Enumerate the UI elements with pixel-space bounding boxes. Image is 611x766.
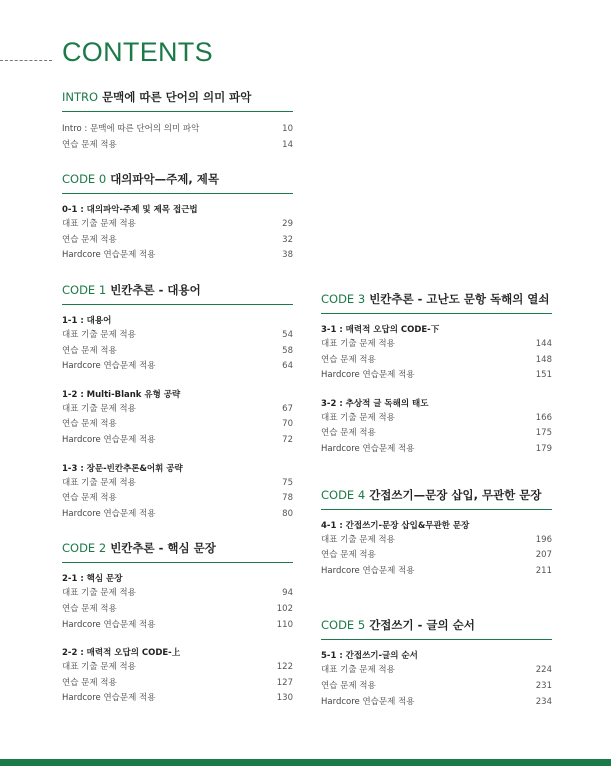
toc-entry	[321, 533, 552, 549]
group-subtitle: 4-1 : 간접쓰기-문장 삽입&무관한 문장	[321, 520, 470, 531]
entry-page: 58	[282, 345, 293, 356]
toc-entry	[62, 417, 293, 433]
toc-entry	[321, 368, 552, 384]
entry-label: Hardcore 연습문제 적용	[62, 361, 156, 372]
entry-label: 연습 문제 적용	[62, 493, 117, 504]
toc-group	[321, 650, 552, 710]
entry-page: 94	[282, 588, 293, 599]
entry-label: Hardcore 연습문제 적용	[321, 696, 415, 707]
toc-section	[62, 281, 293, 522]
entry-label: 대표 기출 문제 적용	[321, 534, 395, 545]
section-title: 대의파악—주제, 제목	[110, 172, 219, 187]
entry-label: Hardcore 연습문제 적용	[62, 508, 156, 519]
entry-label: 연습 문제 적용	[62, 139, 117, 150]
entry-label: Intro : 문맥에 따른 단어의 의미 파악	[62, 124, 200, 134]
toc-column-right	[321, 290, 552, 727]
toc-entry	[321, 564, 552, 580]
toc-entry	[62, 618, 293, 634]
dashed-rule	[0, 60, 52, 61]
entry-page: 10	[282, 124, 293, 134]
toc-section	[62, 539, 293, 707]
entry-page: 148	[535, 354, 552, 365]
entry-page: 70	[282, 419, 293, 430]
entry-label: Hardcore 연습문제 적용	[321, 443, 415, 454]
entry-page: 67	[282, 403, 293, 414]
section-heading	[62, 539, 293, 563]
section-title: 간접쓰기 - 글의 순서	[369, 618, 475, 633]
section-title: 빈칸추론 - 대용어	[110, 282, 201, 297]
toc-group	[321, 324, 552, 384]
toc-entry	[62, 138, 293, 154]
toc-section	[321, 616, 552, 710]
section-code: CODE 1	[62, 282, 107, 297]
section-code: INTRO	[62, 90, 99, 104]
toc-group	[62, 389, 293, 449]
group-subtitle: 1-3 : 장문-빈칸추론&어휘 공략	[62, 463, 183, 474]
entry-label: 대표 기출 문제 적용	[62, 477, 136, 488]
section-code: CODE 2	[62, 541, 107, 556]
group-subtitle: 1-1 : 대용어	[62, 315, 112, 326]
entry-page: 151	[535, 370, 552, 381]
entry-label: Hardcore 연습문제 적용	[62, 250, 156, 261]
section-heading	[62, 88, 293, 112]
section-title: 문맥에 따른 단어의 의미 파악	[102, 90, 252, 104]
section-title: 간접쓰기—문장 삽입, 무관한 문장	[369, 487, 542, 502]
entry-page: 127	[276, 677, 293, 688]
entry-page: 32	[282, 234, 293, 245]
entry-label: Hardcore 연습문제 적용	[62, 619, 156, 630]
entry-label: 연습 문제 적용	[62, 419, 117, 430]
entry-page: 102	[276, 603, 293, 614]
section-heading	[321, 616, 552, 640]
toc-entry	[321, 411, 552, 427]
toc-entry	[62, 122, 293, 138]
group-subtitle: 2-1 : 핵심 문장	[62, 574, 123, 585]
entry-page: 224	[535, 665, 552, 676]
entry-label: 연습 문제 적용	[321, 680, 376, 691]
toc-entry	[321, 679, 552, 695]
entry-page: 75	[282, 477, 293, 488]
toc-section	[62, 88, 293, 153]
group-subtitle: 0-1 : 대의파악-주제 및 제목 접근법	[62, 205, 198, 216]
toc-entry	[321, 663, 552, 679]
toc-section	[62, 170, 293, 264]
toc-entry	[321, 695, 552, 711]
entry-page: 54	[282, 329, 293, 340]
entry-label: 연습 문제 적용	[321, 428, 376, 439]
entry-page: 78	[282, 493, 293, 504]
toc-entry	[62, 344, 293, 360]
entry-page: 110	[276, 619, 293, 630]
entry-label: Hardcore 연습문제 적용	[321, 370, 415, 381]
toc-group	[62, 647, 293, 707]
entry-page: 175	[535, 428, 552, 439]
section-heading	[321, 486, 552, 510]
group-subtitle: 3-2 : 추상적 글 독해의 태도	[321, 398, 429, 409]
section-heading	[321, 290, 552, 314]
toc-entry	[62, 328, 293, 344]
toc-entry	[62, 602, 293, 618]
entry-label: 연습 문제 적용	[321, 354, 376, 365]
section-title: 빈칸추론 - 핵심 문장	[110, 541, 216, 556]
toc-entry	[62, 691, 293, 707]
section-title: 빈칸추론 - 고난도 문항 독해의 열쇠	[369, 292, 550, 306]
section-code: CODE 4	[321, 487, 366, 502]
toc-entry	[321, 426, 552, 442]
toc-entry	[321, 548, 552, 564]
entry-label: 대표 기출 문제 적용	[62, 219, 136, 230]
toc-entry	[62, 476, 293, 492]
toc-column-left	[62, 88, 293, 724]
entry-label: 연습 문제 적용	[321, 550, 376, 561]
entry-label: Hardcore 연습문제 적용	[321, 565, 415, 576]
section-heading	[62, 170, 293, 194]
entry-label: 대표 기출 문제 적용	[62, 588, 136, 599]
group-subtitle: 3-1 : 매력적 오답의 CODE-下	[321, 325, 440, 335]
toc-entry	[321, 442, 552, 458]
entry-label: 연습 문제 적용	[62, 234, 117, 245]
entry-label: 대표 기출 문제 적용	[62, 403, 136, 414]
section-code: CODE 0	[62, 172, 107, 187]
entry-label: 연습 문제 적용	[62, 345, 117, 356]
group-subtitle: 5-1 : 간접쓰기-글의 순서	[321, 651, 418, 662]
entry-page: 38	[282, 250, 293, 261]
toc-entry	[62, 433, 293, 449]
entry-label: 대표 기출 문제 적용	[321, 412, 395, 423]
entry-page: 64	[282, 361, 293, 372]
toc-entry	[62, 491, 293, 507]
toc-section	[321, 486, 552, 580]
entry-page: 211	[535, 565, 552, 576]
entry-label: 대표 기출 문제 적용	[62, 329, 136, 340]
toc-entry	[321, 337, 552, 353]
toc-entry	[62, 586, 293, 602]
entry-page: 179	[535, 443, 552, 454]
entry-page: 196	[535, 534, 552, 545]
toc-group	[62, 315, 293, 375]
toc-group	[321, 520, 552, 580]
entry-label: 대표 기출 문제 적용	[321, 339, 395, 349]
entry-page: 231	[535, 680, 552, 691]
entry-label: 연습 문제 적용	[62, 677, 117, 688]
page-title: CONTENTS	[62, 37, 213, 67]
entry-label: 대표 기출 문제 적용	[321, 665, 395, 676]
entry-page: 14	[282, 139, 293, 150]
toc-entry	[62, 402, 293, 418]
toc-entry	[321, 353, 552, 369]
entry-label: Hardcore 연습문제 적용	[62, 693, 156, 704]
group-subtitle: 2-2 : 매력적 오답의 CODE-上	[62, 648, 181, 659]
toc-entry	[62, 660, 293, 676]
entry-page: 80	[282, 508, 293, 519]
toc-group	[62, 204, 293, 264]
entry-page: 29	[282, 219, 293, 230]
toc-section	[321, 290, 552, 458]
footer-bar	[0, 759, 611, 766]
entry-page: 72	[282, 434, 293, 445]
entry-page: 166	[535, 412, 552, 423]
entry-label: 대표 기출 문제 적용	[62, 662, 136, 673]
section-heading	[62, 281, 293, 305]
toc-entry	[62, 676, 293, 692]
toc-group	[321, 398, 552, 458]
toc-group	[62, 122, 293, 153]
toc-entry	[62, 507, 293, 523]
entry-page: 130	[276, 693, 293, 704]
section-code: CODE 5	[321, 618, 366, 633]
entry-label: Hardcore 연습문제 적용	[62, 434, 156, 445]
toc-group	[62, 573, 293, 633]
toc-entry	[62, 359, 293, 375]
group-subtitle: 1-2 : Multi-Blank 유형 공략	[62, 389, 181, 400]
entry-page: 234	[535, 696, 552, 707]
entry-page: 207	[535, 550, 552, 561]
entry-page: 122	[276, 662, 293, 673]
entry-page: 144	[535, 339, 552, 349]
section-code: CODE 3	[321, 292, 366, 306]
toc-group	[62, 463, 293, 523]
toc-entry	[62, 217, 293, 233]
toc-entry	[62, 233, 293, 249]
toc-entry	[62, 248, 293, 264]
entry-label: 연습 문제 적용	[62, 603, 117, 614]
